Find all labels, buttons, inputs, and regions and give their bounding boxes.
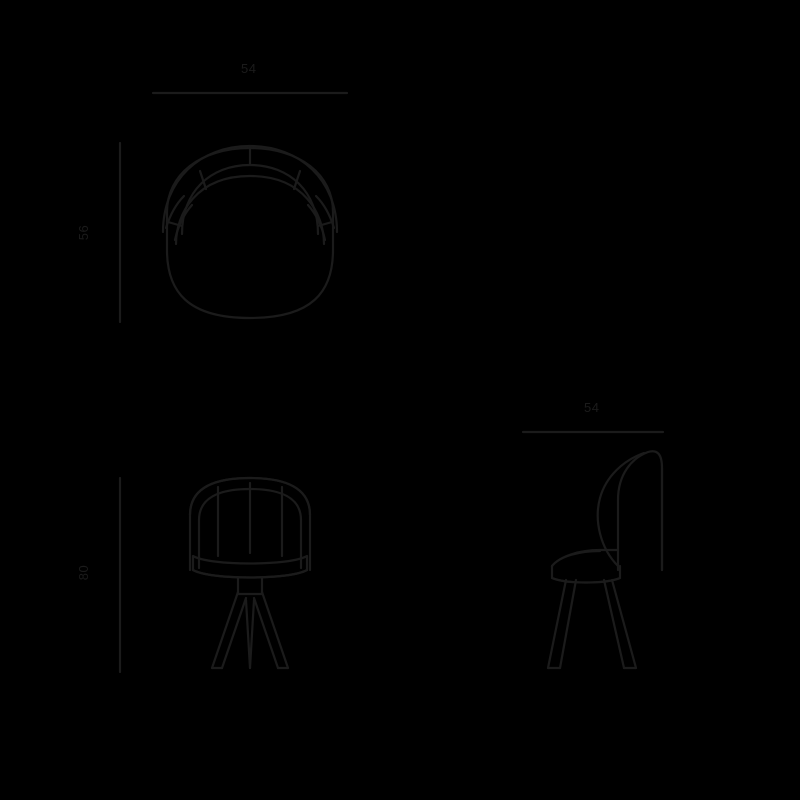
- front-height-dimension-label: 80: [76, 564, 92, 581]
- side-depth-dimension-label: 54: [584, 400, 600, 415]
- top-width-dimension-label: 54: [241, 61, 257, 76]
- side-view-outline: [548, 451, 662, 668]
- top-view-outline: [163, 146, 337, 318]
- front-view-outline: [190, 478, 310, 668]
- top-depth-dimension-label: 56: [76, 224, 92, 241]
